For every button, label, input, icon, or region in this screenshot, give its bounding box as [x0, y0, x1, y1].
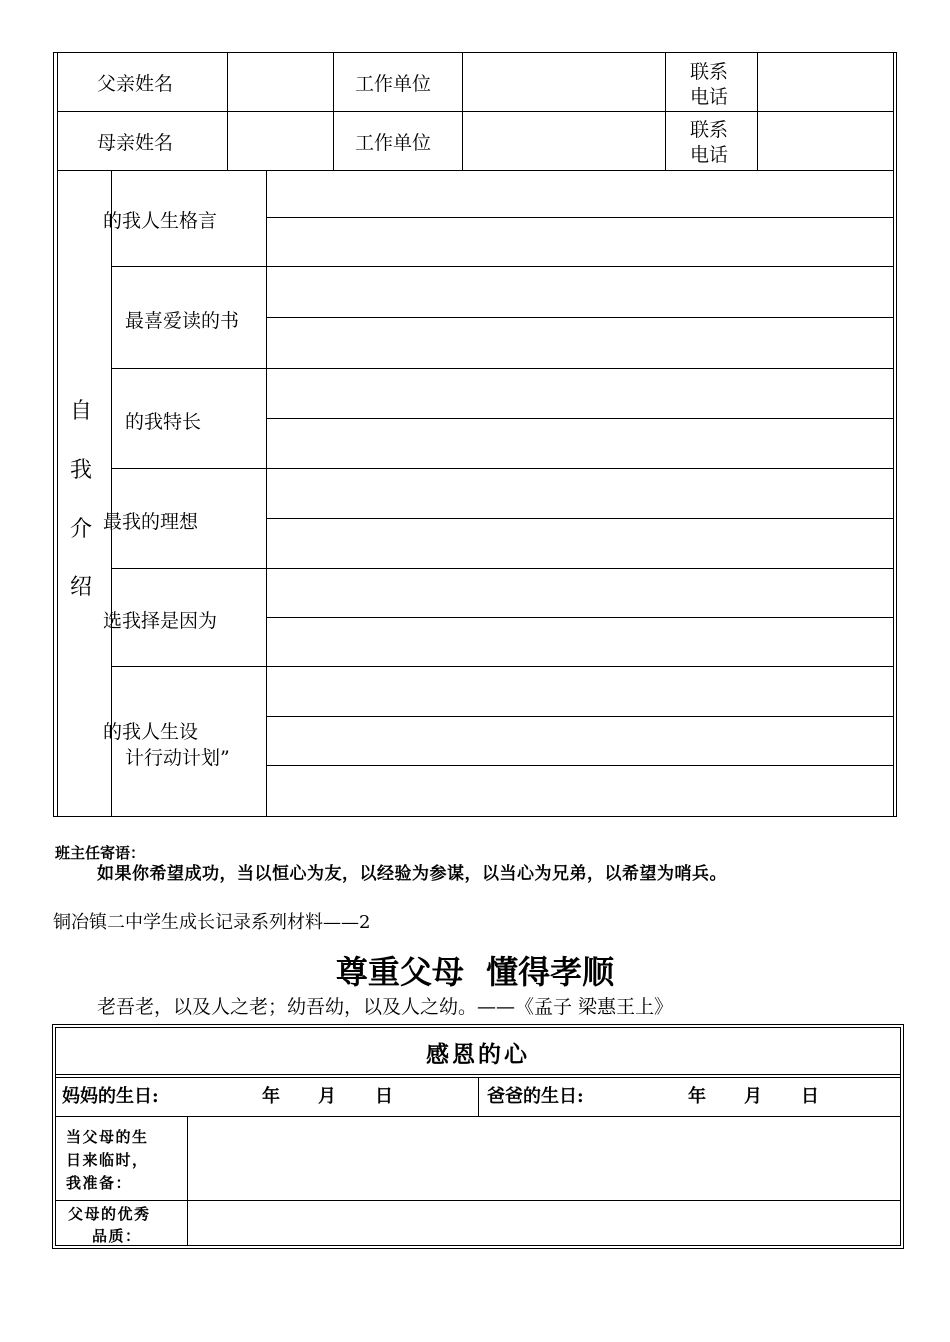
specialty-label: 的我特长 — [125, 411, 202, 433]
motto-label: 的我人生格言 — [103, 210, 218, 232]
contact-phone-label: 电话 — [690, 144, 729, 166]
work-unit-label: 工作单位 — [355, 73, 432, 95]
dad-birthday-month: 月 — [744, 1086, 762, 1107]
life-plan-label: 的我人生设 — [103, 721, 199, 743]
reason-label: 选我择是因为 — [103, 610, 218, 632]
mom-birthday-month: 月 — [318, 1086, 336, 1107]
prepare-label: 当父母的生 — [66, 1128, 149, 1146]
father-name-label: 父亲姓名 — [97, 73, 174, 95]
contact-phone-label: 联系 — [690, 119, 729, 141]
qualities-label: 品质： — [92, 1227, 142, 1245]
mom-birthday-label: 妈妈的生日: — [62, 1086, 159, 1107]
dad-birthday-label: 爸爸的生日: — [487, 1086, 584, 1107]
side-char: 我 — [70, 458, 93, 483]
mom-birthday-year: 年 — [262, 1086, 280, 1107]
teacher-message-heading: 班主任寄语： — [55, 844, 146, 862]
contact-phone-label: 联系 — [690, 61, 729, 83]
mom-birthday-day: 日 — [375, 1086, 393, 1107]
teacher-message-body: 如果你希望成功，当以恒心为友，以经验为参谋，以当心为兄弟，以希望为哨兵。 — [97, 864, 727, 884]
gratitude-header: 感恩的心 — [426, 1041, 530, 1068]
side-char: 绍 — [70, 575, 93, 600]
dad-birthday-year: 年 — [688, 1086, 706, 1107]
contact-phone-label: 电话 — [690, 86, 729, 108]
life-plan-label-cont: 计行动计划” — [125, 747, 230, 769]
section-title: 尊重父母 懂得孝顺 — [335, 953, 615, 991]
section-quote: 老吾老，以及人之老；幼吾幼，以及人之幼。——《孟子 梁惠王上》 — [97, 996, 674, 1018]
side-char: 自 — [70, 399, 93, 424]
side-char: 介 — [70, 517, 93, 542]
qualities-label: 父母的优秀 — [68, 1205, 151, 1223]
favorite-book-label: 最喜爱读的书 — [125, 310, 240, 332]
series-line: 铜冶镇二中学生成长记录系列材料——2 — [53, 912, 371, 933]
prepare-label: 日来临时， — [66, 1151, 149, 1169]
ideal-label: 最我的理想 — [103, 511, 199, 533]
mother-name-label: 母亲姓名 — [97, 132, 174, 154]
work-unit-label: 工作单位 — [355, 132, 432, 154]
dad-birthday-day: 日 — [801, 1086, 819, 1107]
prepare-label: 我准备： — [66, 1174, 133, 1192]
